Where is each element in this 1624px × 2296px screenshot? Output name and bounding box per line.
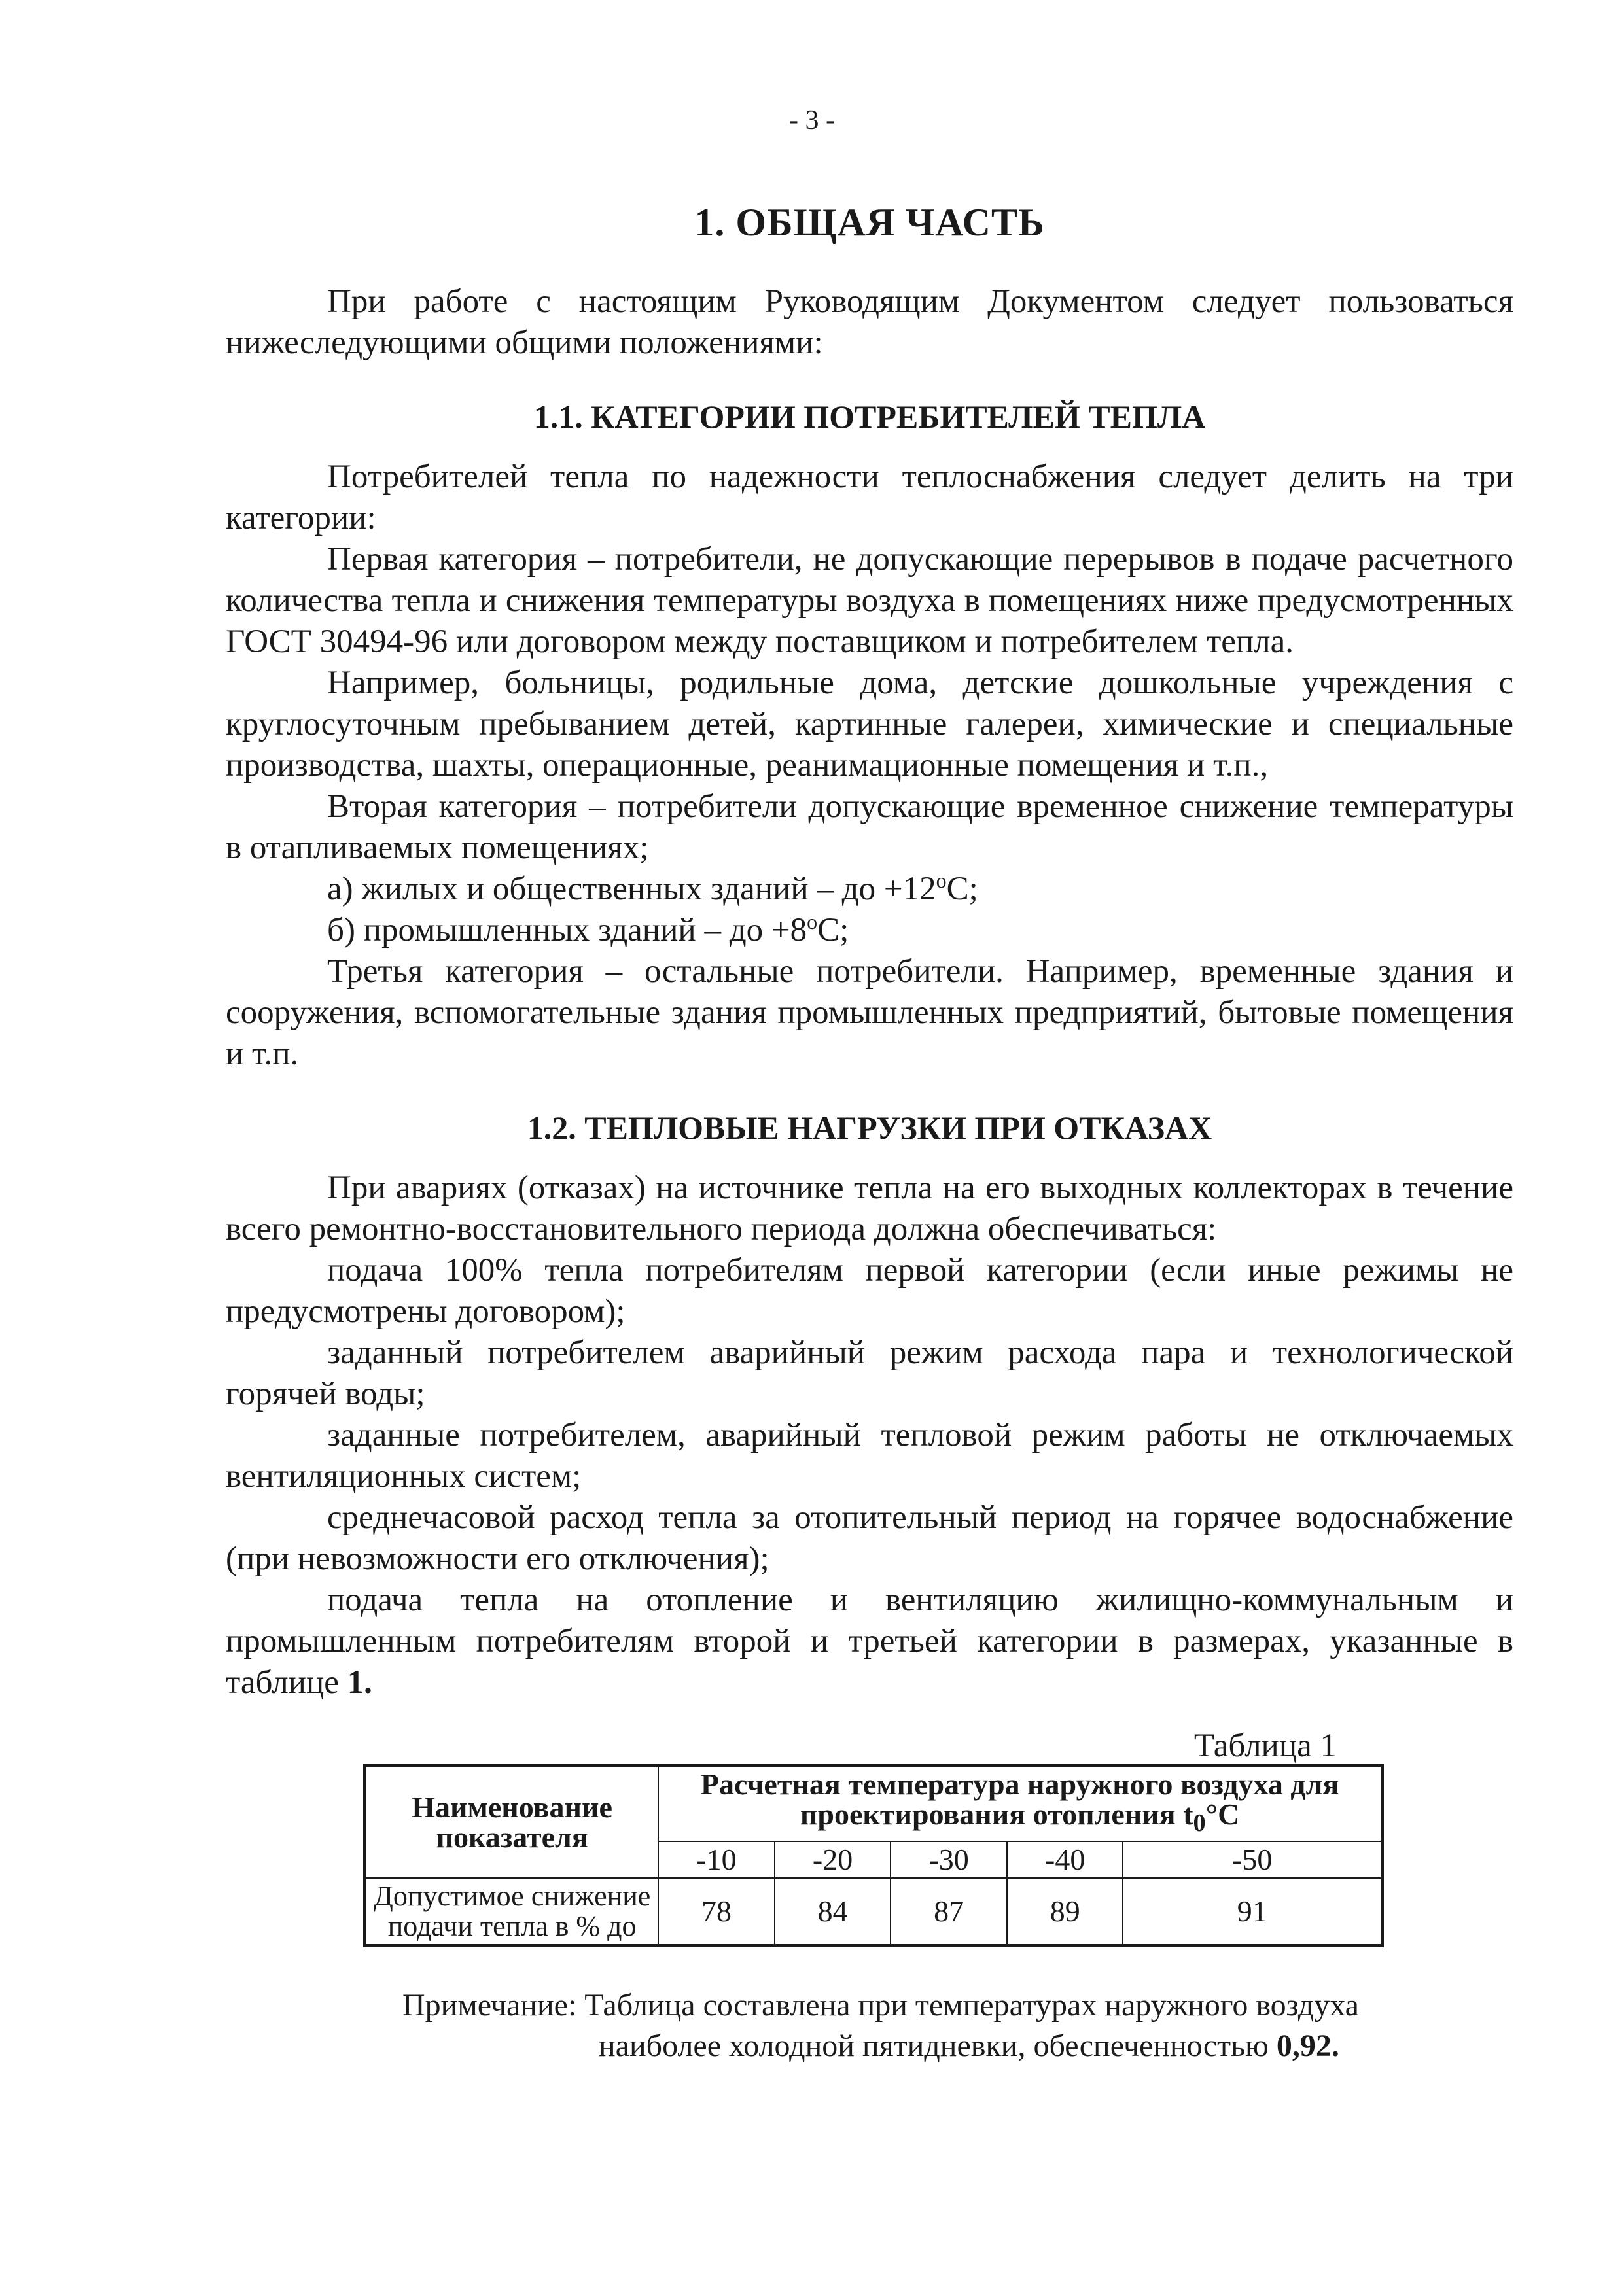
table-cell: 84 (775, 1878, 891, 1946)
temperature-header: -50 (1123, 1841, 1382, 1878)
temperature-header: -40 (1007, 1841, 1123, 1878)
paragraph: Первая категория – потребители, не допускающие перерывов в подаче расчетного количества тепла и снижения температуры воздуха в помещениях ниже предусмотренных ГОСТ 30494-96 или договором между поставщиком и потребителем тепла. (226, 541, 1513, 660)
section-title: 1. ОБЩАЯ ЧАСТЬ (694, 201, 1045, 244)
paragraph: подача 100% тепла потребителям первой категории (если иные режимы не предусмотрены договором); (226, 1252, 1513, 1330)
list-item-residential: а) жилых и общественных зданий – до $+12^oС$; (327, 869, 978, 907)
table-cell: 89 (1007, 1878, 1123, 1946)
list-item-industrial: б) промышленных зданий – до $+8^oС$; (327, 910, 849, 948)
table-cell: 78 (658, 1878, 775, 1946)
subsection-title-1-1: 1.1. КАТЕГОРИИ ПОТРЕБИТЕЛЕЙ ТЕПЛА (533, 398, 1206, 435)
table-note: Примечание: Таблица составлена при температурах наружного воздуха наиболее холодной пятидневки, обеспеченностью 0,92. (402, 1988, 1359, 2064)
table-cell: 87 (891, 1878, 1007, 1946)
table-caption: Таблица 1 (1193, 1728, 1337, 1764)
temperature-header: -10 (658, 1841, 775, 1878)
paragraph: При авариях (отказах) на источнике тепла на его выходных коллекторах в течение всего ремонтно-восстановительного периода должна обеспечиваться: (226, 1170, 1513, 1247)
document-body (226, 196, 1513, 2066)
page-number: - 3 - (789, 105, 835, 135)
subsection-title-1-2: 1.2. ТЕПЛОВЫЕ НАГРУЗКИ ПРИ ОТКАЗАХ (527, 1109, 1212, 1146)
paragraph: Вторая категория – потребители допускающие временное снижение температуры в отапливаемых помещениях; (226, 788, 1513, 866)
degree-mark: o (936, 869, 947, 892)
paragraph: заданные потребителем, аварийный тепловой режим работы не отключаемых вентиляционных систем; (226, 1417, 1513, 1495)
data-table (363, 1764, 1384, 1947)
paragraph: Например, больницы, родильные дома, детские дошкольные учреждения с круглосуточным пребыванием детей, картинные галереи, химические и специальные производства, шахты, операционные, реанимационные помещения и т.п., (226, 665, 1513, 784)
paragraph: Потребителей тепла по надежности теплоснабжения следует делить на три категории: (226, 459, 1513, 536)
paragraph: среднечасовой расход тепла за отопительный период на горячее водоснабжение (при невозможности его отключения); (226, 1499, 1513, 1577)
paragraph: подача тепла на отопление и вентиляцию жилищно-коммунальным и промышленным потребителям второй и третьей категории в размерах, указанные в таблице 1. (226, 1582, 1513, 1701)
temperature-header: -30 (891, 1841, 1007, 1878)
row-label: Допустимое снижение подачи тепла в % до (365, 1878, 659, 1946)
table-cell: 91 (1123, 1878, 1382, 1946)
paragraph: Третья категория – остальные потребители. Например, временные здания и сооружения, вспомогательные здания промышленных предприятий, бытовые помещения и т.п. (226, 953, 1513, 1072)
column-header-name: Наименование показателя (365, 1765, 659, 1879)
column-group-header: Расчетная температура наружного воздуха для проектирования отопления $t_0^\circ С$ (658, 1765, 1382, 1842)
temperature-header: -20 (775, 1841, 891, 1878)
paragraph: заданный потребителем аварийный режим расхода пара и технологической горячей воды; (226, 1334, 1513, 1412)
degree-mark: o (807, 910, 818, 933)
intro-paragraph: При работе с настоящим Руководящим Документом следует пользоваться нижеследующими общими положениями: (226, 283, 1513, 361)
